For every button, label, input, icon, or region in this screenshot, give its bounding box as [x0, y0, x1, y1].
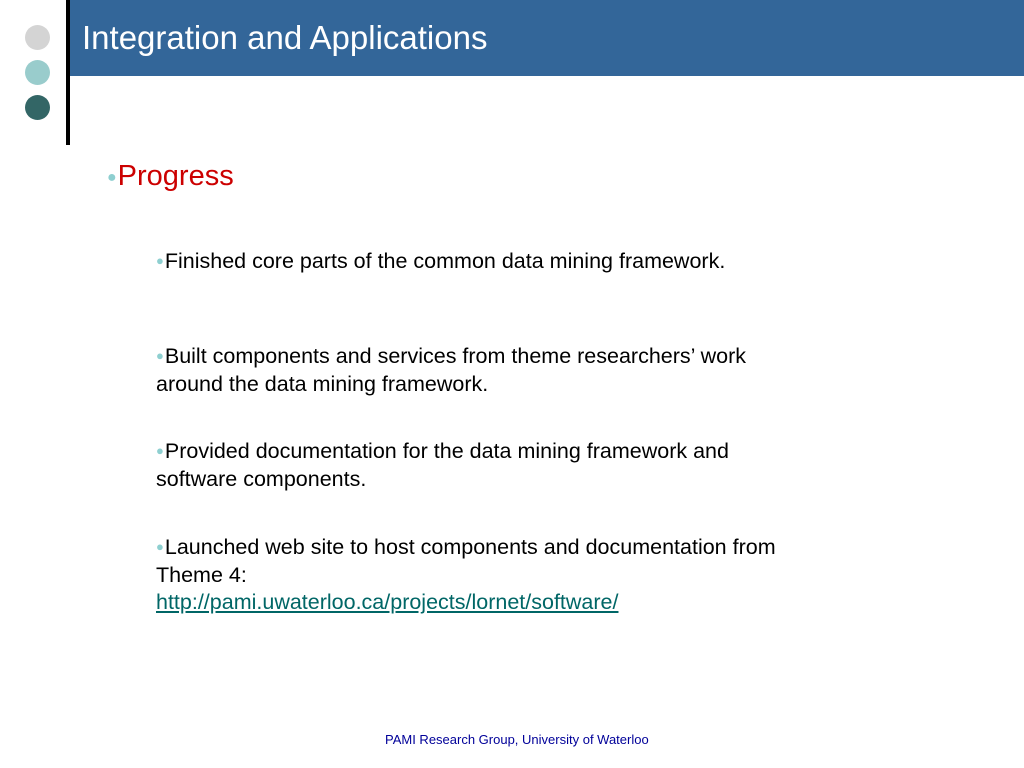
decor-dot-light-gray	[25, 25, 50, 50]
bullet-item-text: Launched web site to host components and documentation from Theme 4:	[156, 535, 776, 587]
bullet-item-text: Finished core parts of the common data mining framework.	[164, 249, 726, 273]
bullet-item	[156, 437, 816, 493]
bullet-icon: ●	[156, 443, 164, 458]
slide-title: Integration and Applications	[82, 19, 488, 56]
bullet-item-text: Provided documentation for the data mining framework and software components.	[156, 439, 729, 491]
bullet-icon: ●	[156, 539, 164, 554]
bullet-icon: ●	[156, 253, 164, 268]
bullet-item	[156, 342, 816, 398]
bullet-item	[156, 247, 816, 276]
bullet-icon: ●	[156, 348, 164, 363]
footer-text: PAMI Research Group, University of Waterloo	[385, 732, 649, 747]
decor-dot-teal-dark	[25, 95, 50, 120]
bullet-icon: ●	[107, 169, 117, 186]
title-divider-line	[66, 0, 70, 145]
software-site-link[interactable]: http://pami.uwaterloo.ca/projects/lornet/software/	[156, 590, 619, 614]
section-heading	[107, 158, 234, 196]
bullet-item	[156, 533, 816, 617]
section-heading-text: Progress	[117, 160, 234, 192]
bullet-item-text: Built components and services from theme researchers’ work around the data mining framework.	[156, 344, 746, 396]
decor-dot-teal-light	[25, 60, 50, 85]
